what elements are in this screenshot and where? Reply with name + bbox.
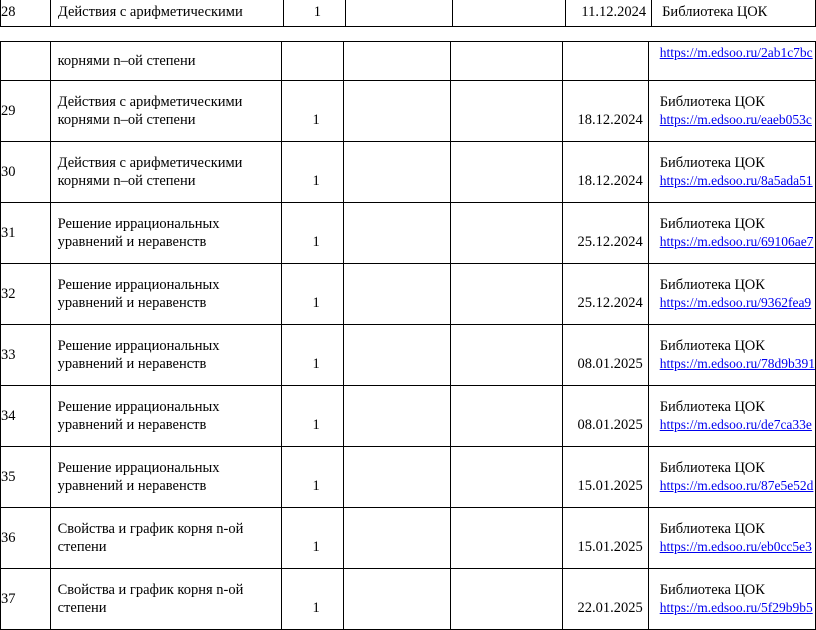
lesson-number: 35 — [1, 447, 51, 508]
resource-label: Библиотека ЦОК — [659, 460, 765, 476]
lesson-topic — [50, 447, 282, 508]
resource-link[interactable]: https://m.edsoo.ru/69106ae7 — [659, 234, 814, 249]
lesson-topic-line: Решение иррациональных — [57, 338, 220, 354]
lesson-topic-line: Решение иррациональных — [57, 277, 220, 293]
resource-cell — [648, 508, 815, 569]
lesson-date: 11.12.2024 — [566, 0, 652, 27]
resource-label: Библиотека ЦОК — [659, 582, 765, 598]
empty-cell — [344, 508, 451, 569]
resource-label: Библиотека ЦОК — [659, 216, 765, 232]
lesson-date: 18.12.2024 — [562, 142, 648, 203]
table-row — [1, 0, 816, 27]
lesson-hours: 1 — [282, 203, 344, 264]
empty-cell — [451, 203, 563, 264]
lesson-table — [0, 41, 816, 630]
lesson-topic-line: уравнений и неравенств — [57, 295, 207, 311]
lesson-hours: 1 — [282, 569, 344, 630]
lesson-number: 31 — [1, 203, 51, 264]
lesson-number: 32 — [1, 264, 51, 325]
lesson-date: 08.01.2025 — [562, 386, 648, 447]
resource-cell — [648, 42, 815, 81]
resource-link[interactable]: https://m.edsoo.ru/78d9b391 — [659, 356, 815, 371]
empty-cell — [451, 264, 563, 325]
empty-cell — [562, 42, 648, 81]
lesson-hours: 1 — [282, 264, 344, 325]
resource-cell — [648, 203, 815, 264]
resource-cell — [648, 264, 815, 325]
empty-cell — [344, 325, 451, 386]
table-row — [1, 447, 816, 508]
table-row — [1, 569, 816, 630]
lesson-number: 29 — [1, 81, 51, 142]
lesson-topic-line: степени — [57, 600, 107, 616]
empty-cell — [344, 386, 451, 447]
empty-cell — [344, 203, 451, 264]
lesson-date: 22.01.2025 — [562, 569, 648, 630]
lesson-number: 37 — [1, 569, 51, 630]
resource-cell — [648, 569, 815, 630]
lesson-topic-line: Решение иррациональных — [57, 460, 220, 476]
lesson-topic — [50, 203, 282, 264]
lesson-topic — [50, 386, 282, 447]
resource-cell — [648, 142, 815, 203]
table-row — [1, 508, 816, 569]
lesson-topic — [50, 81, 282, 142]
empty-cell — [344, 81, 451, 142]
resource-link[interactable]: https://m.edsoo.ru/5f29b9b5 — [659, 600, 813, 615]
resource-link[interactable]: https://m.edsoo.ru/eaeb053c — [659, 112, 812, 127]
resource-link[interactable]: https://m.edsoo.ru/de7ca33e — [659, 417, 812, 432]
lesson-hours: 1 — [283, 0, 345, 27]
table-row — [1, 42, 816, 81]
lesson-topic-line: уравнений и неравенств — [57, 234, 207, 250]
resource-cell — [648, 325, 815, 386]
lesson-topic-line: Свойства и график корня n-ой — [57, 521, 244, 537]
empty-cell — [344, 569, 451, 630]
lesson-topic-line: корнями n–ой степени — [57, 112, 196, 128]
resource-label: Библиотека ЦОК — [652, 0, 816, 27]
lesson-topic-line: корнями n–ой степени — [57, 173, 196, 189]
lesson-hours: 1 — [282, 508, 344, 569]
table-row — [1, 142, 816, 203]
lesson-topic: Действия с арифметическими — [50, 0, 283, 27]
resource-label: Библиотека ЦОК — [659, 521, 765, 537]
resource-label: Библиотека ЦОК — [659, 277, 765, 293]
empty-cell — [282, 42, 344, 81]
empty-cell — [451, 142, 563, 203]
lesson-number: 28 — [1, 0, 51, 27]
resource-link[interactable]: https://m.edsoo.ru/8a5ada51 — [659, 173, 813, 188]
resource-label: Библиотека ЦОК — [659, 338, 765, 354]
lesson-topic-line: уравнений и неравенств — [57, 417, 207, 433]
lesson-hours: 1 — [282, 81, 344, 142]
lesson-hours: 1 — [282, 142, 344, 203]
lesson-topic-line: Решение иррациональных — [57, 399, 220, 415]
empty-cell — [451, 447, 563, 508]
resource-label: Библиотека ЦОК — [659, 155, 765, 171]
empty-cell — [1, 42, 51, 81]
lesson-topic-line: Действия с арифметическими — [57, 94, 243, 110]
lesson-topic — [50, 325, 282, 386]
table-row — [1, 325, 816, 386]
empty-cell — [451, 569, 563, 630]
lesson-topic — [50, 508, 282, 569]
lesson-date: 25.12.2024 — [562, 264, 648, 325]
lesson-topic-line: Решение иррациональных — [57, 216, 220, 232]
lesson-topic-line: степени — [57, 539, 107, 555]
lesson-topic — [50, 264, 282, 325]
resource-link[interactable]: https://m.edsoo.ru/2ab1c7bc — [659, 45, 813, 60]
lesson-topic-line: уравнений и неравенств — [57, 356, 207, 372]
empty-cell — [345, 0, 453, 27]
table-row — [1, 386, 816, 447]
empty-cell — [451, 386, 563, 447]
empty-cell — [344, 142, 451, 203]
lesson-date: 08.01.2025 — [562, 325, 648, 386]
resource-cell — [648, 81, 815, 142]
table-row — [1, 264, 816, 325]
lesson-topic-line: уравнений и неравенств — [57, 478, 207, 494]
lesson-number: 36 — [1, 508, 51, 569]
empty-cell — [451, 42, 563, 81]
lesson-topic-line: Свойства и график корня n-ой — [57, 582, 244, 598]
empty-cell — [344, 264, 451, 325]
lesson-hours: 1 — [282, 386, 344, 447]
empty-cell — [344, 42, 451, 81]
empty-cell — [451, 325, 563, 386]
empty-cell — [344, 447, 451, 508]
empty-cell — [453, 0, 566, 27]
resource-link[interactable]: https://m.edsoo.ru/87e5e52d — [659, 478, 814, 493]
resource-cell — [648, 447, 815, 508]
lesson-table-top — [0, 0, 816, 27]
lesson-topic: корнями n–ой степени — [50, 42, 282, 81]
lesson-number: 33 — [1, 325, 51, 386]
lesson-date: 15.01.2025 — [562, 447, 648, 508]
resource-label: Библиотека ЦОК — [659, 399, 765, 415]
empty-cell — [451, 508, 563, 569]
empty-cell — [451, 81, 563, 142]
lesson-topic-line: Действия с арифметическими — [57, 155, 243, 171]
resource-cell — [648, 386, 815, 447]
lesson-date: 18.12.2024 — [562, 81, 648, 142]
resource-link[interactable]: https://m.edsoo.ru/9362fea9 — [659, 295, 812, 310]
resource-link[interactable]: https://m.edsoo.ru/eb0cc5e3 — [659, 539, 812, 554]
table-row — [1, 81, 816, 142]
lesson-hours: 1 — [282, 325, 344, 386]
lesson-number: 34 — [1, 386, 51, 447]
resource-label: Библиотека ЦОК — [659, 94, 765, 110]
table-row — [1, 203, 816, 264]
lesson-date: 15.01.2025 — [562, 508, 648, 569]
lesson-topic — [50, 569, 282, 630]
lesson-hours: 1 — [282, 447, 344, 508]
lesson-date: 25.12.2024 — [562, 203, 648, 264]
lesson-topic — [50, 142, 282, 203]
lesson-number: 30 — [1, 142, 51, 203]
